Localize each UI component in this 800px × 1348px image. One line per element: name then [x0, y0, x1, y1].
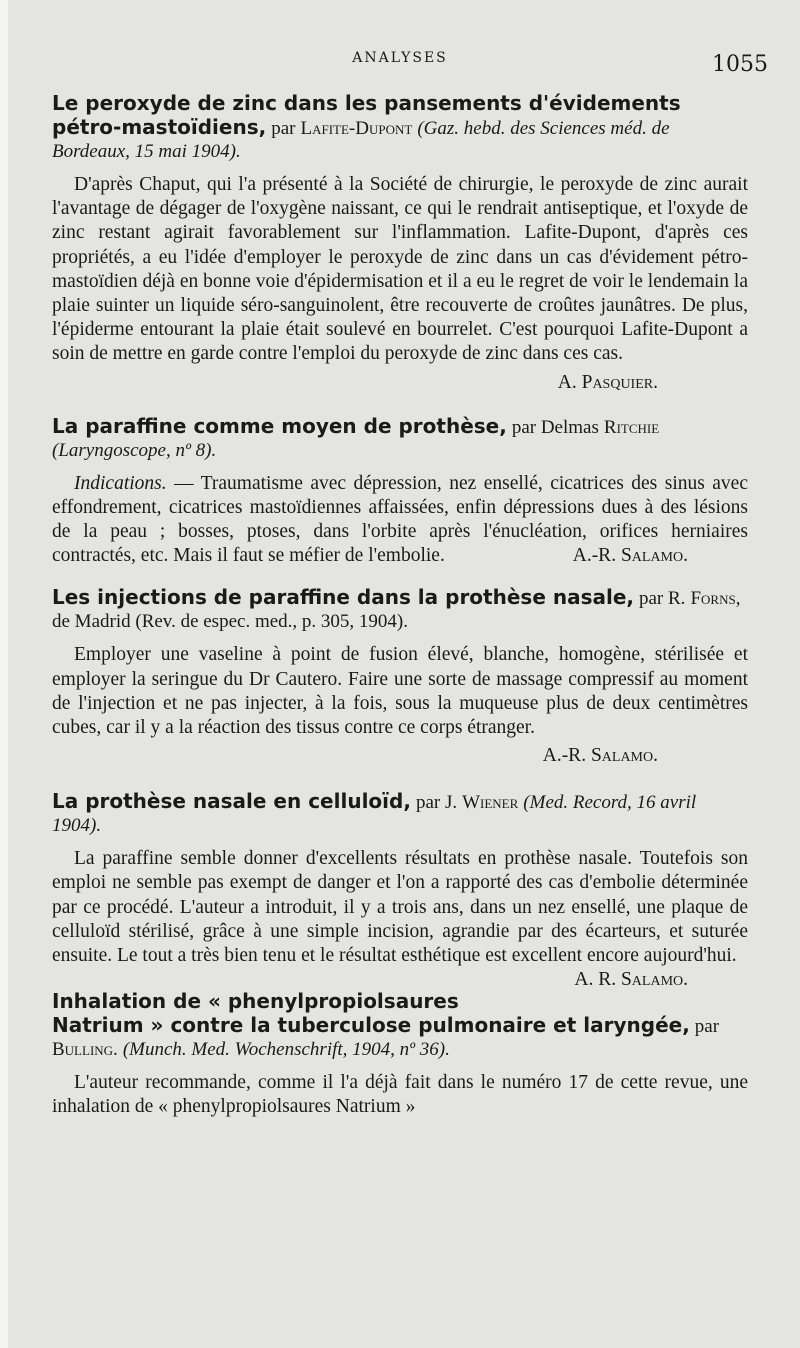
- body-lead: Indications.: [74, 472, 167, 494]
- article-body: D'après Chaput, qui l'a présenté à la Société de chirurgie, le peroxyde de zinc aurait l'avantage de dégager de l'oxygène naissant, ce qui le rendrait antiseptique, et l'oxyde de zinc restant agirait favorablement sur l'inflammation. Lafite-Dupont, d'après ces propriétés, a eu l'idée d'employer le peroxyde de zinc dans un cas d'évidement pétro-mastoïdien déjà en bonne voie d'épidermisation et il a eu le regret de voir le lendemain la plaie suinter un liquide séro-sanguinolent, être recouverte de croûtes jaunâtres. De plus, l'épiderme entourant la plaie était soulevé en bourrelet. C'est pourquoi Lafite-Dupont a soin de mettre en garde contre l'emploi du peroxyde de zinc dans ces cas.: [52, 174, 748, 365]
- article-author: Bulling.: [52, 1039, 118, 1061]
- article-by: par Delmas: [511, 416, 599, 438]
- article-inhalation-natrium: [52, 990, 748, 1119]
- article-by: par: [694, 1016, 720, 1038]
- article-by: par R.: [639, 588, 686, 610]
- article-title: Les injections de paraffine dans la prothèse nasale,: [52, 585, 634, 610]
- article-signature: A.-R. Salamo.: [572, 545, 688, 567]
- article-source: (Gaz. hebd. des Sciences méd. de Bordeaux, 15 mai 1904).: [52, 118, 670, 162]
- article-title: Le peroxyde de zinc dans les pansements d'évidements pétro-mastoïdiens,: [52, 91, 681, 139]
- article-heading: [52, 990, 748, 1061]
- article-title: Inhalation de « phenylpropiolsaures Natrium » contre la tuberculose pulmonaire et laryngée,: [52, 989, 690, 1038]
- article-source: (Munch. Med. Wochenschrift, 1904, nº 36).: [122, 1039, 450, 1061]
- article-by: par J.: [415, 792, 458, 814]
- article-heading: [52, 92, 748, 163]
- body-text: — Traumatisme avec dépression, nez ensellé, cicatrices des sinus avec effondrement, cicatrices mastoïdiennes affaissées, enfin dépressions dues à des lésions de la peau ; bosses, ptoses, dans l'orbite après l'énucléation, orifices herniaires contractés, etc. Mais il faut se méfier de l'embolie.: [52, 472, 748, 567]
- article-injections-paraffine: [52, 586, 748, 768]
- article-body: [52, 472, 748, 569]
- article-author: Ritchie: [603, 416, 660, 438]
- article-paraffine-prothese: [52, 415, 748, 569]
- article-author: Lafite-Dupont: [300, 118, 413, 139]
- article-body: L'auteur recommande, comme il l'a déjà fait dans le numéro 17 de cette revue, une inhalation de « phenylpropiolsaures Natrium »: [52, 1072, 748, 1118]
- article-source: , de Madrid (Rev. de espec. med., p. 305, 1904).: [52, 588, 741, 633]
- body-text: La paraffine semble donner d'excellents résultats en prothèse nasale. Toutefois son emploi ne semble pas exempt de danger et l'on a rapporté des cas d'embolie déterminée par ce procédé. L'auteur a introduit, il y a trois ans, dans un nez ensellé, une plaque de celluloïd stérilisé, grâce à une simple incision, agrandie par des écarteurs, et suturée ensuite. Le tout a très bien tenu et le résultat esthétique est excellent encore aujourd'hui.: [52, 848, 748, 967]
- article-body: [52, 847, 748, 991]
- article-source: (Laryngoscope, nº 8).: [52, 439, 217, 461]
- article-by: par: [271, 118, 296, 139]
- article-peroxyde-de-zinc: [52, 92, 748, 395]
- article-source: (Med. Record, 16 avril 1904).: [52, 792, 697, 837]
- article-heading: [52, 415, 748, 462]
- running-head: ANALYSES: [352, 50, 448, 66]
- page-number: 1055: [712, 52, 768, 77]
- article-signature: A. Pasquier.: [557, 371, 658, 393]
- article-heading: [52, 586, 748, 633]
- article-body: Employer une vaseline à point de fusion élevé, blanche, homogène, stérilisée et employer la seringue du Dr Cautero. Faire une sorte de massage compressif au moment de l'injection et ne pas injecter, à la fois, sous la muqueuse plus de deux centimètres cubes, car il y a la réaction des tissus contre ce corps étranger.: [52, 644, 748, 739]
- article-author: Forns: [690, 588, 736, 610]
- article-signature: A. R. Salamo.: [574, 969, 688, 991]
- article-title: La prothèse nasale en celluloïd,: [52, 789, 411, 814]
- article-heading: [52, 790, 748, 837]
- article-title: La paraffine comme moyen de prothèse,: [52, 413, 507, 438]
- page-header: [52, 0, 768, 84]
- article-author: Wiener: [462, 792, 519, 814]
- article-prothese-celluloid: [52, 789, 748, 991]
- article-signature: A.-R. Salamo.: [542, 745, 658, 767]
